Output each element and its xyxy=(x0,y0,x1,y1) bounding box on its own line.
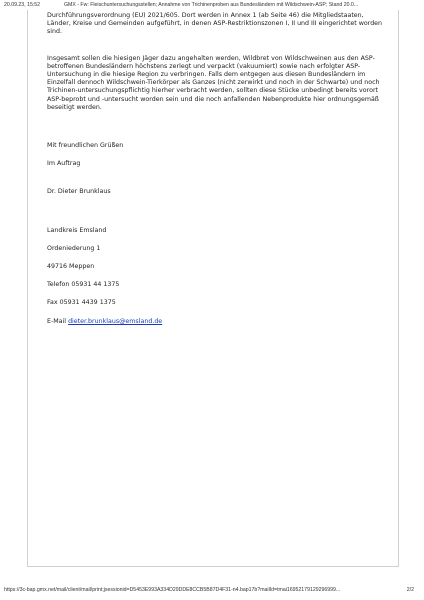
sender-name: Dr. Dieter Brunklaus xyxy=(47,188,111,196)
print-url: https://3c-bap.gmx.net/mail/client/mail/print;jsessionid=D5453E993A334D29DDE8CCB5B87D4F31-n4.bap17b?mailId=tmai16952179129296999... xyxy=(4,587,341,593)
print-footer xyxy=(4,587,420,594)
spacer xyxy=(47,289,389,299)
spacer xyxy=(47,308,389,318)
page-indicator: 2/2 xyxy=(406,587,414,593)
greeting: Mit freundlichen Grüßen xyxy=(47,142,124,150)
print-header xyxy=(4,2,420,9)
spacer xyxy=(47,132,389,142)
spacer xyxy=(47,253,389,263)
phone-number: Telefon 05931 44 1375 xyxy=(47,281,120,289)
fax-number: Fax 05931 4439 1375 xyxy=(47,299,116,307)
email-label: E-Mail xyxy=(47,317,67,325)
spacer xyxy=(47,235,389,245)
spacer xyxy=(47,112,389,132)
on-behalf: Im Auftrag xyxy=(47,160,81,168)
spacer xyxy=(47,217,389,227)
spacer xyxy=(47,168,389,188)
paragraph-hunters: Insgesamt sollen die hiesigen Jäger dazu angehalten werden, Wildbret von Wildschweinen aus den ASP-betroffenen Bundesländern höchstens zerlegt und verpackt (vakuumiert) sowie nach erfolgter ASP-Untersuchung in die hiesige Region zu verbringen. Falls dem entgegen aus diesen Bundesländern im Einzelfall dennoch Wildschwein-Tierkörper als Ganzes (nicht zerwirkt und noch in der Schwarte) und noch Trichinen-untersuchungspflichtig hierher verbracht werden, sollten diese Stücke unbedingt bereits vorort ASP-beprobt und -untersucht worden sein und die noch anfallenden Nebenprodukte hier ordnungsgemäß beseitigt werden. xyxy=(47,54,380,111)
paragraph-regulation: Durchführungsverordnung (EU) 2021/605. Dort werden in Annex 1 (ab Seite 46) die Mitgliedstaaten, Länder, Kreise und Gemeinden aufgeführt, in denen ASP-Restriktionszonen I, II und III eingerichtet worden sind. xyxy=(47,12,383,36)
spacer xyxy=(47,150,389,160)
print-datetime: 20.09.23, 15:52 xyxy=(4,2,41,8)
organization: Landkreis Emsland xyxy=(47,226,107,234)
spacer xyxy=(47,271,389,281)
email-link[interactable]: dieter.brunklaus@emsland.de xyxy=(68,317,163,325)
street-address: Ordeniederung 1 xyxy=(47,244,101,252)
city-address: 49716 Meppen xyxy=(47,263,95,271)
spacer xyxy=(47,197,389,217)
spacer xyxy=(47,37,389,55)
email-line xyxy=(47,318,389,326)
mail-body xyxy=(47,12,389,326)
print-subject: GMX - Fw: Fleischuntersuchungsstellen; Annahme von Trichinenproben aus Bundesländern mit Wildschwein-ASP; Stand 20.0... xyxy=(64,2,359,8)
